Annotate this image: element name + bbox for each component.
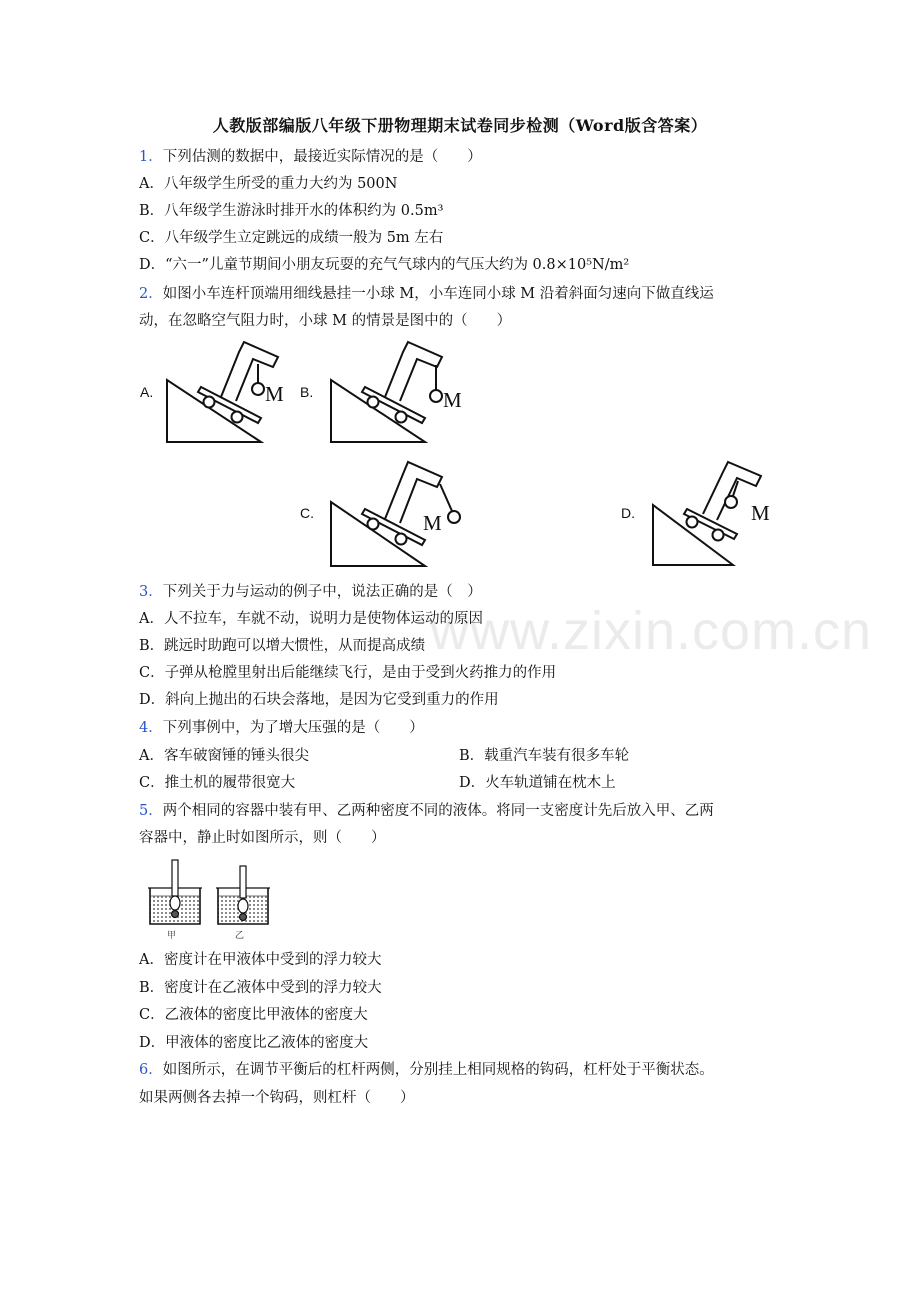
cart-wheel bbox=[204, 397, 215, 408]
question-4-option-b: B．载重汽车装有很多车轮 bbox=[459, 748, 630, 764]
figure-label-b: B. bbox=[300, 384, 314, 400]
ball-m bbox=[725, 496, 737, 508]
question-5-option-b: B．密度计在乙液体中受到的浮力较大 bbox=[139, 980, 382, 996]
cart-wheel bbox=[368, 397, 379, 408]
question-3-option-d: D．斜向上抛出的石块会落地，是因为它受到重力的作用 bbox=[139, 692, 499, 708]
question-3-option-c: C．子弹从枪膛里射出后能继续飞行，是由于受到火药推力的作用 bbox=[139, 665, 557, 681]
question-1-option-a: A．八年级学生所受的重力大约为 500N bbox=[139, 176, 398, 192]
label-yi: 乙 bbox=[235, 931, 245, 941]
question-number: 6． bbox=[139, 1062, 163, 1078]
watermark: www.zixin.com.cn bbox=[430, 601, 873, 661]
question-5-stem-line-1: 5．两个相同的容器中装有甲、乙两种密度不同的液体。将同一支密度计先后放入甲、乙两 bbox=[139, 803, 714, 819]
question-number: 1． bbox=[139, 149, 163, 165]
suspension-string bbox=[440, 484, 452, 511]
incline-slope bbox=[331, 502, 425, 566]
question-4-stem: 4．下列事例中，为了增大压强的是（ ） bbox=[139, 720, 424, 736]
incline-cart-figure-a bbox=[165, 338, 305, 448]
question-5-stem-line-2: 容器中，静止时如图所示，则（ ） bbox=[139, 830, 386, 846]
question-number: 5． bbox=[139, 803, 163, 819]
cart-wheel bbox=[396, 412, 407, 423]
question-number: 2． bbox=[139, 286, 163, 302]
question-2-stem-line-2: 动，在忽略空气阻力时，小球 M 的情景是图中的（ ） bbox=[139, 313, 512, 329]
incline-cart-figure-b bbox=[329, 338, 469, 448]
page-title: 人教版部编版八年级下册物理期末试卷同步检测（Word版含答案） bbox=[212, 116, 708, 135]
cart-wheel bbox=[232, 412, 243, 423]
ball-m bbox=[252, 383, 264, 395]
question-1-option-d: D．“六一”儿童节期间小朋友玩耍的充气气球内的气压大约为 0.8×10⁵N/m² bbox=[139, 257, 630, 273]
cart-wheel bbox=[687, 517, 698, 528]
question-5-option-d: D．甲液体的密度比乙液体的密度大 bbox=[139, 1035, 369, 1051]
cart-wheel bbox=[368, 519, 379, 530]
question-number: 3． bbox=[139, 584, 163, 600]
ball-label: M bbox=[751, 501, 770, 525]
question-4-option-d: D．火车轨道铺在枕木上 bbox=[459, 775, 616, 791]
question-number: 4． bbox=[139, 720, 163, 736]
question-6-stem-line-2: 如果两侧各去掉一个钩码，则杠杆（ ） bbox=[139, 1090, 415, 1106]
question-4-option-a: A．客车破窗锤的锤头很尖 bbox=[139, 748, 309, 764]
question-6-stem-line-1: 6．如图所示，在调节平衡后的杠杆两侧，分别挂上相同规格的钩码，杠杆处于平衡状态。 bbox=[139, 1062, 714, 1078]
figure-label-d: D. bbox=[621, 505, 635, 521]
ball-label: M bbox=[423, 511, 442, 535]
question-1-option-c: C．八年级学生立定跳远的成绩一般为 5m 左右 bbox=[139, 230, 444, 246]
question-5-option-c: C．乙液体的密度比甲液体的密度大 bbox=[139, 1007, 368, 1023]
incline-cart-figure-d bbox=[651, 458, 791, 570]
question-2-stem-line-1: 2．如图小车连杆顶端用细线悬挂一小球 M，小车连同小球 M 沿着斜面匀速向下做直线运 bbox=[139, 286, 714, 302]
question-3-stem: 3．下列关于力与运动的例子中，说法正确的是（ ） bbox=[139, 584, 482, 600]
figure-label-a: A. bbox=[140, 384, 154, 400]
question-3-option-a: A．人不拉车，车就不动，说明力是使物体运动的原因 bbox=[139, 611, 483, 627]
density-meter-jia bbox=[170, 860, 180, 918]
question-4-option-c: C．推土机的履带很宽大 bbox=[139, 775, 296, 791]
question-5-option-a: A．密度计在甲液体中受到的浮力较大 bbox=[139, 952, 382, 968]
ball-m bbox=[448, 511, 460, 523]
question-1-stem: 1．下列估测的数据中，最接近实际情况的是（ ） bbox=[139, 149, 482, 165]
figure-label-c: C. bbox=[300, 505, 314, 521]
ball-label: M bbox=[443, 388, 462, 412]
question-1-option-b: B．八年级学生游泳时排开水的体积约为 0.5m³ bbox=[139, 203, 444, 219]
ball-m bbox=[430, 390, 442, 402]
incline-cart-figure-c bbox=[329, 458, 469, 570]
label-jia: 甲 bbox=[167, 931, 177, 941]
question-3-option-b: B．跳远时助跑可以增大惯性，从而提高成绩 bbox=[139, 638, 426, 654]
cart-wheel bbox=[396, 534, 407, 545]
ball-label: M bbox=[265, 382, 284, 406]
density-meter-figure bbox=[145, 856, 275, 942]
cart-wheel bbox=[713, 530, 724, 541]
